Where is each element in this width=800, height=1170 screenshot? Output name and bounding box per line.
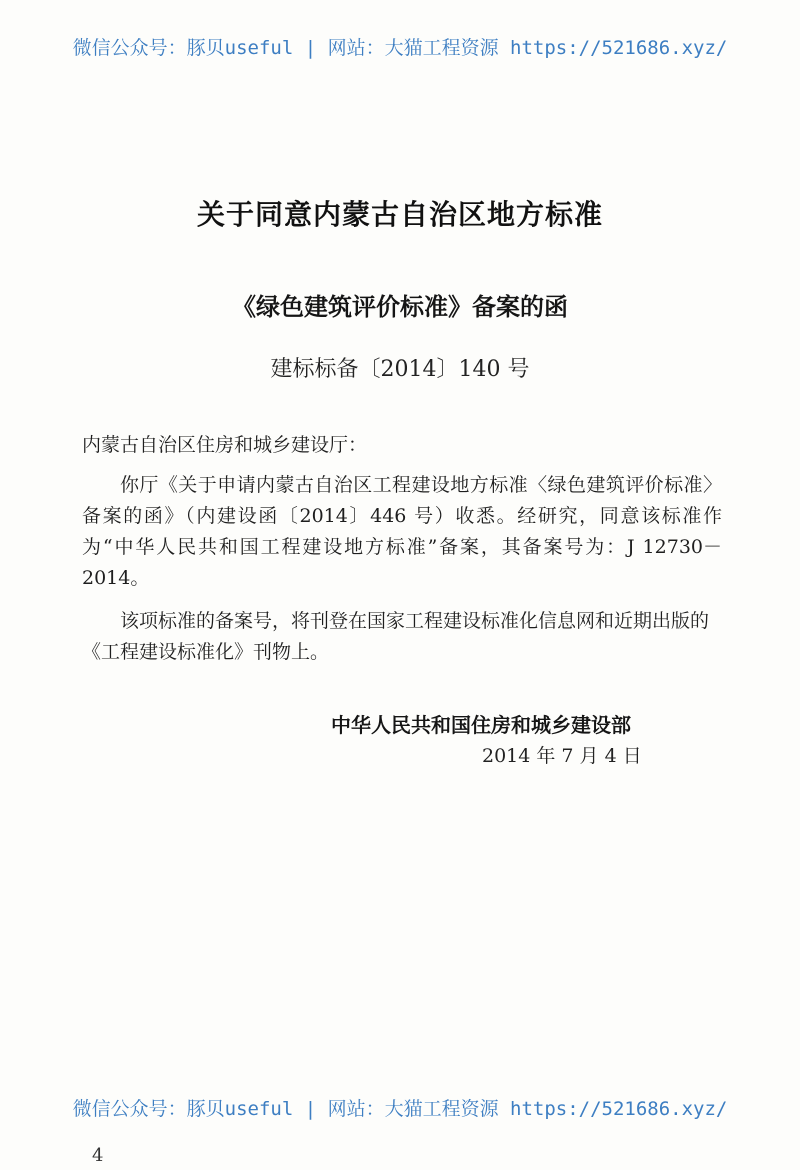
document-number: 建标标备〔2014〕140 号 [270,357,530,382]
page-number: 4 [92,1145,104,1166]
watermark-top: 微信公众号：豚贝useful | 网站：大猫工程资源 https://521686.xyz/ [72,37,728,59]
document-title: 关于同意内蒙古自治区地方标准 [196,198,603,231]
sign-date: 2014 年 7 月 4 日 [482,745,642,767]
document-subtitle: 《绿色建筑评价标准》备案的函 [232,293,568,321]
watermark-bottom: 微信公众号：豚贝useful | 网站：大猫工程资源 https://521686.xyz/ [72,1098,728,1120]
paragraph: 你厅《关于申请内蒙古自治区工程建设地方标准〈绿色建筑评价标准〉备案的函》（内建设函〔2014〕446 号）收悉。经研究，同意该标准作为“中华人民共和国工程建设地方标准”备案，其备案号为：J 12730－2014。 [82,474,722,589]
paragraph: 该项标准的备案号，将刊登在国家工程建设标准化信息网和近期出版的《工程建设标准化》刊物上。 [82,610,710,663]
addressee: 内蒙古自治区住房和城乡建设厅： [82,434,368,456]
signer: 中华人民共和国住房和城乡建设部 [331,713,631,737]
